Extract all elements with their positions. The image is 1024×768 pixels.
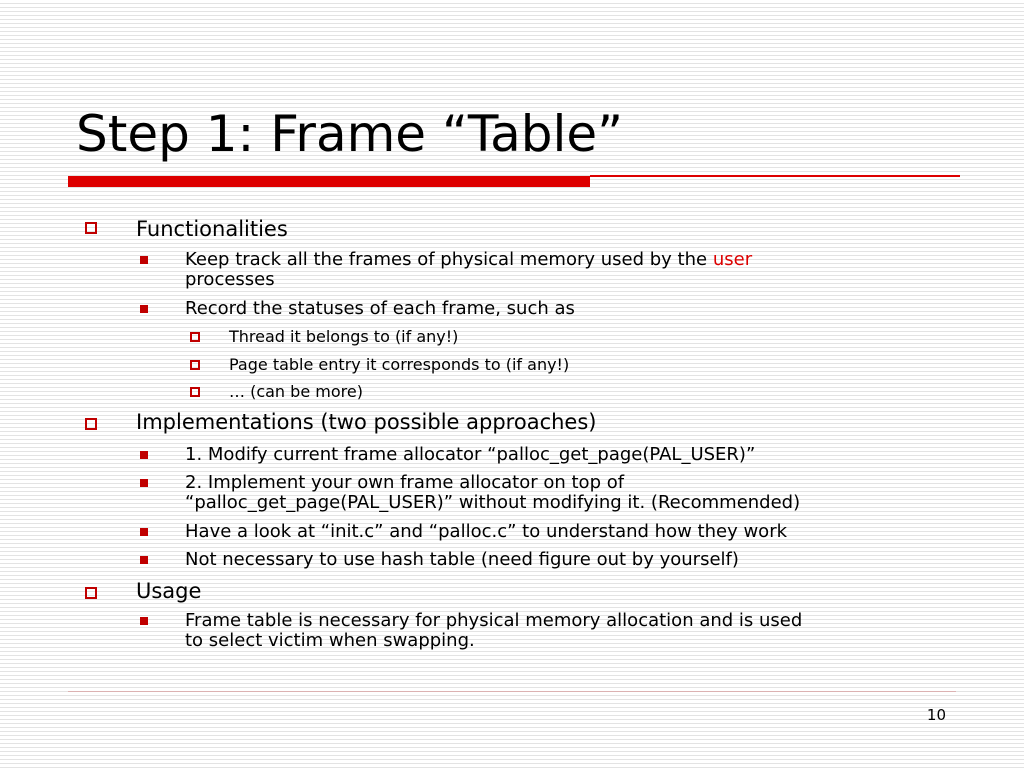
status-more-text: … (can be more): [229, 382, 363, 401]
user-highlight: user: [712, 249, 753, 270]
title-underline-thick: [68, 176, 590, 187]
status-page-table-text: Page table entry it corresponds to (if any!): [229, 355, 570, 374]
impl-own-allocator-text-continued: “palloc_get_page(PAL_USER)” without modifying it. (Recommended): [185, 492, 801, 513]
usage-text-continued: to select victim when swapping.: [185, 630, 475, 651]
footer-divider: [68, 691, 956, 692]
filled-square-bullet-icon: [140, 556, 148, 564]
filled-square-bullet-icon: [140, 305, 148, 313]
usage-text: Frame table is necessary for physical memory allocation and is used: [185, 610, 803, 631]
status-thread-text: Thread it belongs to (if any!): [229, 327, 459, 346]
filled-square-bullet-icon: [140, 256, 148, 264]
keep-track-text-continued: processes: [185, 269, 275, 290]
filled-square-bullet-icon: [140, 528, 148, 536]
hollow-square-bullet-icon: [190, 360, 200, 370]
title-underline-thin: [590, 175, 960, 177]
slide-title: Step 1: Frame “Table”: [76, 105, 624, 163]
hollow-square-bullet-icon: [85, 418, 97, 430]
record-statuses-text: Record the statuses of each frame, such as: [185, 298, 575, 319]
impl-modify-text: 1. Modify current frame allocator “palloc_get_page(PAL_USER)”: [185, 444, 756, 465]
functionalities-heading: Functionalities: [136, 217, 288, 241]
impl-look-text: Have a look at “init.c” and “palloc.c” to understand how they work: [185, 521, 788, 542]
filled-square-bullet-icon: [140, 451, 148, 459]
implementations-heading: Implementations (two possible approaches): [136, 410, 597, 434]
impl-hash-table-text: Not necessary to use hash table (need figure out by yourself): [185, 549, 739, 570]
keep-track-text: Keep track all the frames of physical memory used by the user: [185, 249, 753, 270]
filled-square-bullet-icon: [140, 617, 148, 625]
hollow-square-bullet-icon: [190, 332, 200, 342]
filled-square-bullet-icon: [140, 479, 148, 487]
hollow-square-bullet-icon: [190, 387, 200, 397]
impl-own-allocator-text: 2. Implement your own frame allocator on top of: [185, 472, 625, 493]
usage-heading: Usage: [136, 579, 202, 603]
hollow-square-bullet-icon: [85, 222, 97, 234]
hollow-square-bullet-icon: [85, 587, 97, 599]
page-number: 10: [926, 706, 946, 724]
